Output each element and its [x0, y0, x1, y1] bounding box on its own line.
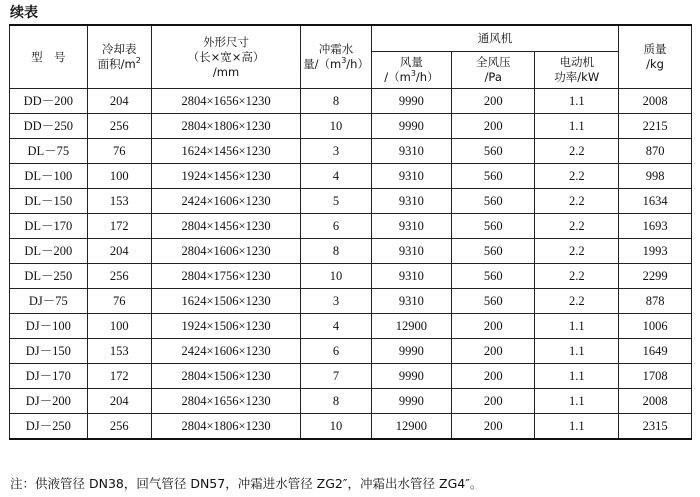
cell-model: DJ－250 — [10, 414, 88, 440]
cell-dimensions: 1924×1506×1230 — [151, 314, 300, 339]
header-cooling-area-line1: 冷却表 — [101, 42, 137, 56]
table-row — [10, 339, 692, 364]
cell-air: 12900 — [371, 314, 451, 339]
header-row-top — [10, 25, 692, 52]
cell-dimensions: 2804×1656×1230 — [151, 389, 300, 414]
cell-model: DJ－200 — [10, 389, 88, 414]
cell-mass: 1708 — [619, 364, 692, 389]
cell-air: 9990 — [371, 89, 451, 114]
header-total-pressure-line1: 全风压 — [475, 55, 511, 69]
header-mass — [619, 25, 692, 89]
cell-water: 3 — [301, 289, 372, 314]
cell-area: 172 — [87, 364, 151, 389]
cell-pressure: 200 — [452, 414, 535, 440]
table-row — [10, 239, 692, 264]
header-defrost-water-sup: 3 — [341, 56, 347, 66]
header-motor-power-line1: 电动机 — [559, 55, 594, 69]
cell-dimensions: 2804×1606×1230 — [151, 239, 300, 264]
cell-water: 10 — [301, 264, 372, 289]
cell-mass: 1006 — [619, 314, 692, 339]
cell-pressure: 560 — [452, 164, 535, 189]
header-air-volume-unit-suffix: /h） — [415, 70, 439, 84]
cell-area: 204 — [87, 239, 151, 264]
cell-power: 1.1 — [535, 389, 619, 414]
table-row — [10, 164, 692, 189]
cell-air: 9310 — [371, 164, 451, 189]
cell-pressure: 560 — [452, 239, 535, 264]
table-row — [10, 364, 692, 389]
cooler-spec-table — [9, 24, 692, 440]
cell-pressure: 200 — [452, 314, 535, 339]
cell-mass: 2008 — [619, 89, 692, 114]
cell-power: 2.2 — [535, 139, 619, 164]
cell-model: DJ－75 — [10, 289, 88, 314]
cell-air: 9990 — [371, 364, 451, 389]
cell-power: 2.2 — [535, 164, 619, 189]
cell-dimensions: 2424×1606×1230 — [151, 189, 300, 214]
cell-air: 9990 — [371, 389, 451, 414]
table-caption: 续表 — [10, 5, 38, 21]
cell-pressure: 560 — [452, 264, 535, 289]
cell-area: 100 — [87, 164, 151, 189]
cell-mass: 2315 — [619, 414, 692, 440]
cell-air: 9310 — [371, 189, 451, 214]
header-defrost-water-unit-suffix: /h） — [346, 57, 369, 71]
header-air-volume-unit-prefix: /（m — [384, 70, 411, 84]
cell-air: 9990 — [371, 114, 451, 139]
table-footnote: 注：供液管径 DN38，回气管径 DN57，冲霜进水管径 ZG2″，冲霜出水管径 ZG4″。 — [10, 476, 483, 491]
cell-dimensions: 1624×1456×1230 — [151, 139, 300, 164]
table-row — [10, 289, 692, 314]
header-dimensions-unit: /mm — [212, 64, 240, 79]
cell-power: 1.1 — [535, 414, 619, 440]
cell-air: 9310 — [371, 239, 451, 264]
header-dimensions — [151, 25, 300, 89]
cell-pressure: 560 — [452, 189, 535, 214]
cell-water: 10 — [301, 414, 372, 440]
cell-water: 8 — [301, 89, 372, 114]
cell-model: DL－200 — [10, 239, 88, 264]
cell-area: 204 — [87, 89, 151, 114]
cell-air: 9310 — [371, 289, 451, 314]
cell-pressure: 200 — [452, 364, 535, 389]
cell-mass: 1649 — [619, 339, 692, 364]
cell-water: 4 — [301, 314, 372, 339]
cell-model: DL－250 — [10, 264, 88, 289]
cell-area: 76 — [87, 289, 151, 314]
cell-air: 9310 — [371, 139, 451, 164]
cell-area: 204 — [87, 389, 151, 414]
cell-area: 153 — [87, 189, 151, 214]
header-total-pressure — [452, 52, 535, 89]
cell-water: 8 — [301, 389, 372, 414]
cell-air: 9990 — [371, 339, 451, 364]
table-row — [10, 89, 692, 114]
cell-power: 1.1 — [535, 114, 619, 139]
header-model: 型 号 — [10, 25, 88, 89]
header-defrost-water-unit-prefix: 量/（m — [303, 57, 342, 71]
cell-power: 1.1 — [535, 339, 619, 364]
cell-dimensions: 2804×1806×1230 — [151, 114, 300, 139]
cell-mass: 870 — [619, 139, 692, 164]
header-mass-unit: /kg — [646, 57, 664, 71]
cell-power: 1.1 — [535, 89, 619, 114]
cell-pressure: 200 — [452, 89, 535, 114]
cell-power: 1.1 — [535, 364, 619, 389]
header-dimensions-line2: （长×宽×高） — [187, 49, 265, 64]
cell-model: DJ－150 — [10, 339, 88, 364]
cell-area: 256 — [87, 414, 151, 440]
cell-dimensions: 2804×1756×1230 — [151, 264, 300, 289]
header-air-volume-line1: 风量 — [399, 55, 423, 69]
header-dimensions-line1: 外形尺寸 — [203, 34, 250, 49]
cell-power: 2.2 — [535, 189, 619, 214]
cell-air: 9310 — [371, 214, 451, 239]
cell-pressure: 200 — [452, 339, 535, 364]
cell-water: 10 — [301, 114, 372, 139]
cell-area: 172 — [87, 214, 151, 239]
cell-water: 5 — [301, 189, 372, 214]
cell-mass: 1993 — [619, 239, 692, 264]
cell-pressure: 560 — [452, 139, 535, 164]
cell-pressure: 560 — [452, 214, 535, 239]
cell-model: DL－170 — [10, 214, 88, 239]
cell-pressure: 560 — [452, 289, 535, 314]
table-row — [10, 189, 692, 214]
cell-power: 2.2 — [535, 289, 619, 314]
table-row — [10, 264, 692, 289]
table-row — [10, 314, 692, 339]
cell-model: DL－75 — [10, 139, 88, 164]
cell-dimensions: 2804×1656×1230 — [151, 89, 300, 114]
cell-dimensions: 2424×1606×1230 — [151, 339, 300, 364]
cell-water: 4 — [301, 164, 372, 189]
table-row — [10, 389, 692, 414]
header-air-volume — [371, 52, 451, 89]
header-air-volume-sup: 3 — [410, 69, 416, 79]
cell-dimensions: 2804×1506×1230 — [151, 364, 300, 389]
cell-water: 6 — [301, 339, 372, 364]
cell-water: 7 — [301, 364, 372, 389]
cell-dimensions: 1924×1456×1230 — [151, 164, 300, 189]
header-fan-group: 通风机 — [371, 25, 618, 52]
cell-area: 256 — [87, 264, 151, 289]
cell-area: 76 — [87, 139, 151, 164]
cell-dimensions: 2804×1456×1230 — [151, 214, 300, 239]
header-motor-power-unit: 功率/kW — [554, 70, 600, 84]
header-cooling-area-unit: 面积/m — [97, 57, 136, 71]
cell-power: 2.2 — [535, 214, 619, 239]
cell-mass: 2299 — [619, 264, 692, 289]
table-row — [10, 114, 692, 139]
cell-power: 1.1 — [535, 314, 619, 339]
cell-model: DJ－100 — [10, 314, 88, 339]
cell-dimensions: 1624×1506×1230 — [151, 289, 300, 314]
cell-air: 9310 — [371, 264, 451, 289]
header-defrost-water — [301, 25, 372, 89]
cell-model: DD－200 — [10, 89, 88, 114]
cell-mass: 1634 — [619, 189, 692, 214]
cell-pressure: 200 — [452, 114, 535, 139]
table-row — [10, 139, 692, 164]
cell-mass: 1693 — [619, 214, 692, 239]
cell-water: 8 — [301, 239, 372, 264]
cell-water: 3 — [301, 139, 372, 164]
cell-dimensions: 2804×1806×1230 — [151, 414, 300, 440]
header-motor-power — [535, 52, 619, 89]
cell-mass: 2215 — [619, 114, 692, 139]
cell-power: 2.2 — [535, 239, 619, 264]
cell-area: 153 — [87, 339, 151, 364]
header-total-pressure-unit: /Pa — [484, 70, 502, 84]
cell-model: DJ－170 — [10, 364, 88, 389]
cell-air: 12900 — [371, 414, 451, 440]
table-row — [10, 214, 692, 239]
cell-area: 256 — [87, 114, 151, 139]
cell-pressure: 200 — [452, 389, 535, 414]
cell-model: DL－150 — [10, 189, 88, 214]
cell-model: DD－250 — [10, 114, 88, 139]
cell-mass: 878 — [619, 289, 692, 314]
cell-mass: 2008 — [619, 389, 692, 414]
cell-water: 6 — [301, 214, 372, 239]
header-cooling-area — [87, 25, 151, 89]
cell-area: 100 — [87, 314, 151, 339]
header-defrost-water-line1: 冲霜水 — [318, 42, 354, 56]
header-mass-line1: 质量 — [643, 42, 667, 56]
table-row — [10, 414, 692, 440]
cell-model: DL－100 — [10, 164, 88, 189]
cell-power: 2.2 — [535, 264, 619, 289]
header-cooling-area-sup: 2 — [135, 56, 141, 66]
cell-mass: 998 — [619, 164, 692, 189]
